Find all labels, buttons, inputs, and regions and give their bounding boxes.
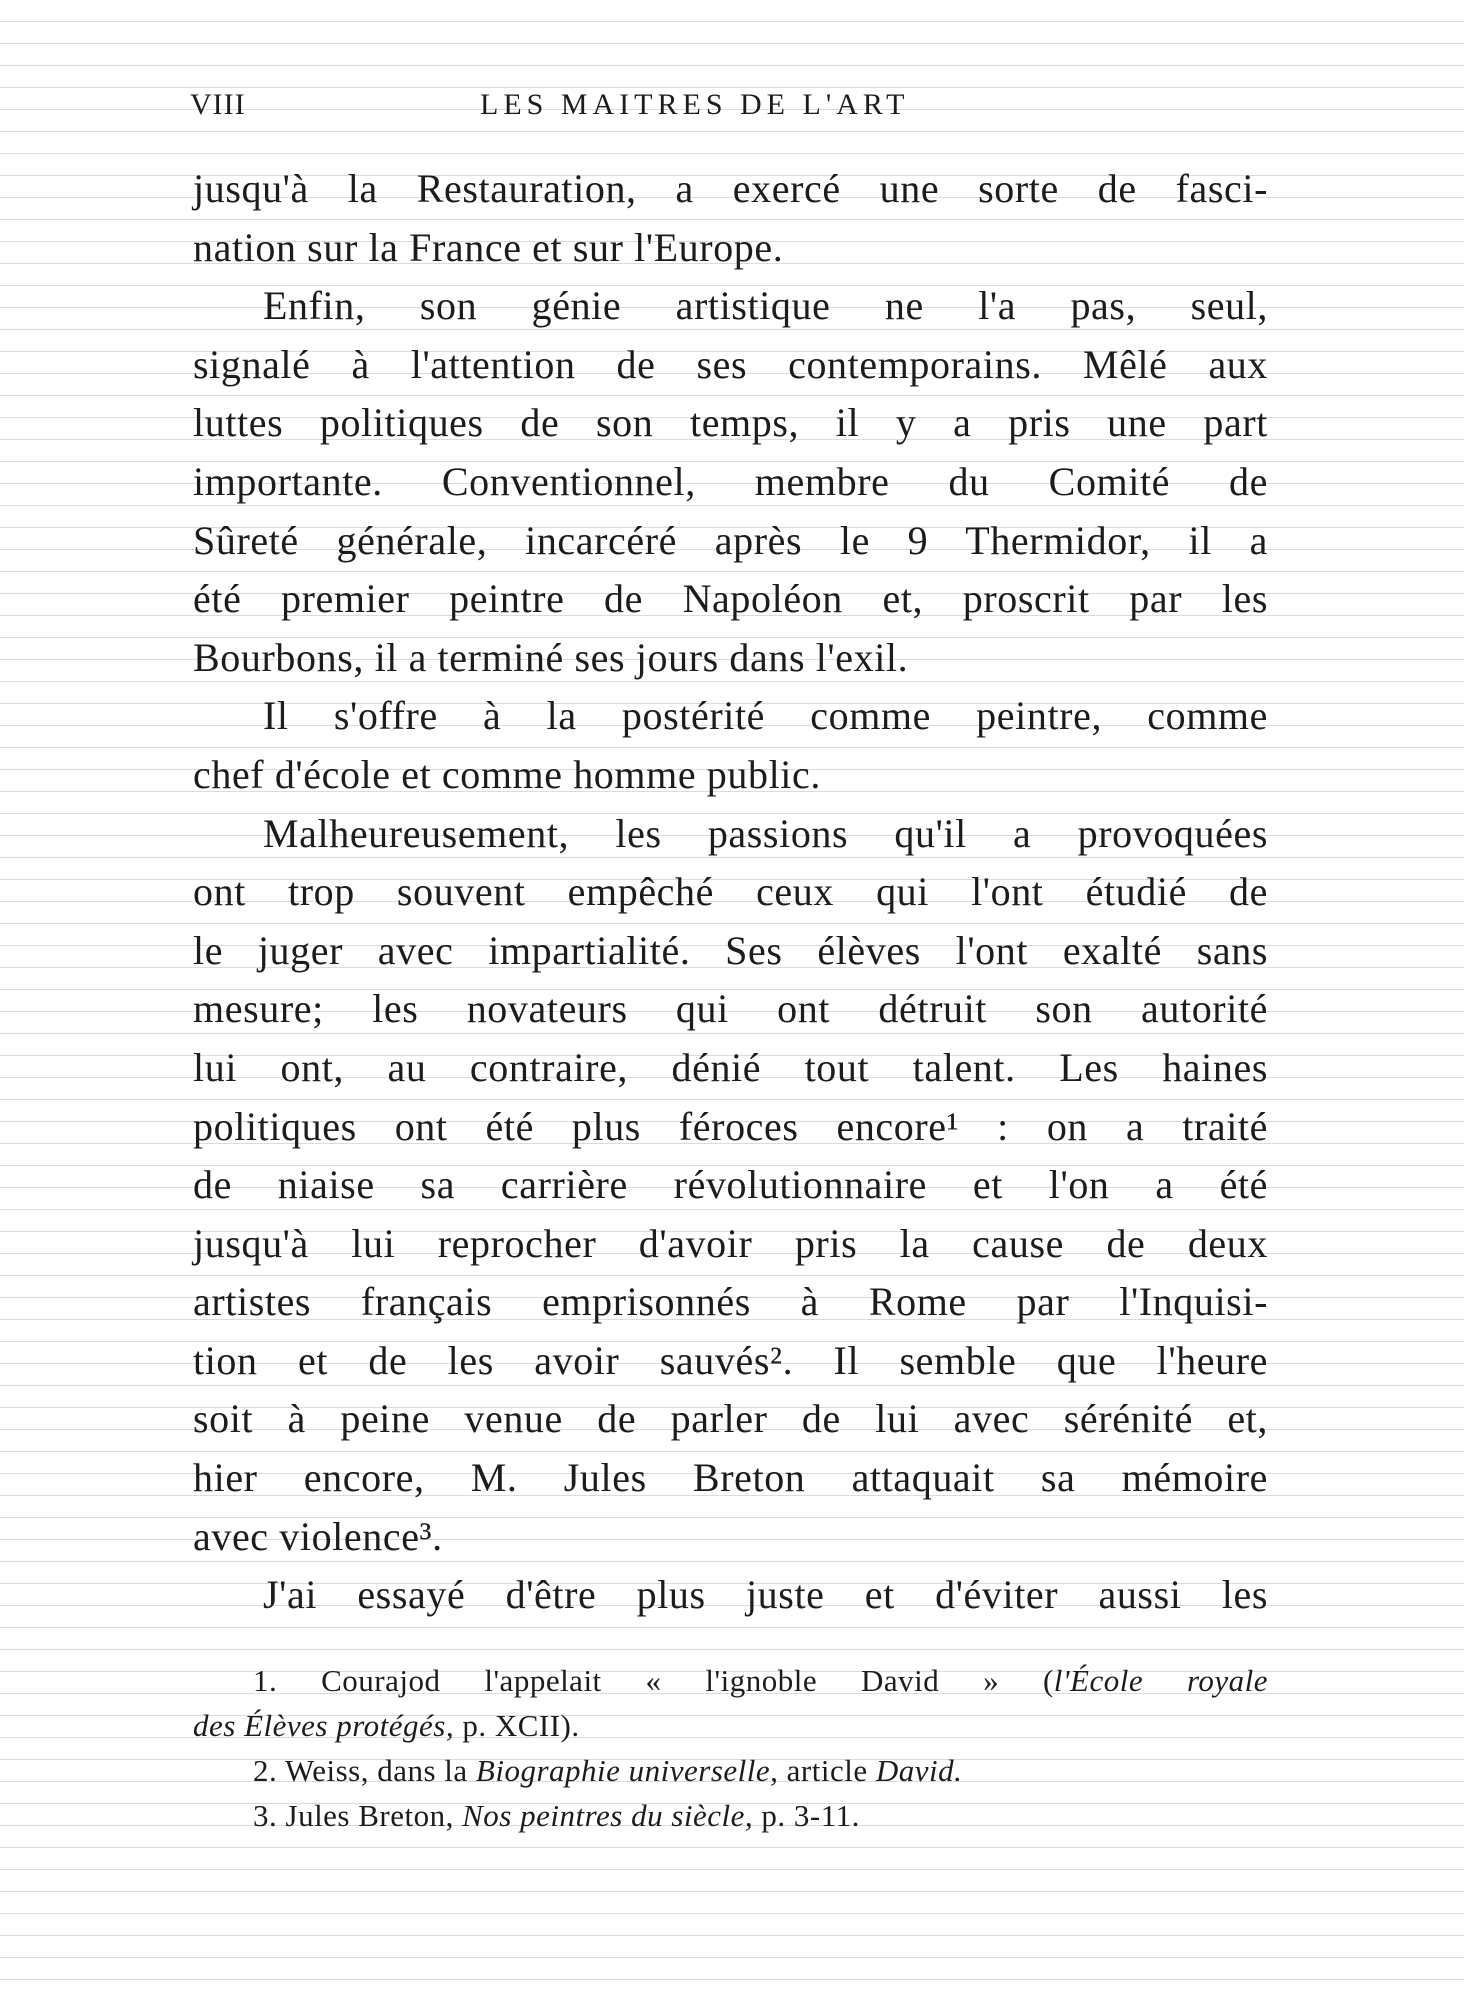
text-line: artistes français emprisonnés à Rome par l'Inquisi- <box>193 1279 1268 1325</box>
text-line: hier encore, M. Jules Breton attaquait sa mémoire <box>193 1455 1268 1501</box>
footnote-title-italic: des Élèves protégés, <box>193 1708 455 1743</box>
text-line: signalé à l'attention de ses contemporains. Mêlé aux <box>193 341 1268 387</box>
footnote-text: 3. Jules Breton, <box>253 1798 463 1833</box>
text-line: mesure; les novateurs qui ont détruit son autorité <box>193 986 1268 1032</box>
footnote-1 <box>193 1658 1268 1703</box>
body-text <box>193 160 1268 1625</box>
text-line: chef d'école et comme homme public. <box>193 751 821 797</box>
text-line: J'ai essayé d'être plus juste et d'éviter aussi les <box>263 1572 1268 1618</box>
text-line: été premier peintre de Napoléon et, proscrit par les <box>193 576 1268 622</box>
text-line: ont trop souvent empêché ceux qui l'ont étudié de <box>193 869 1268 915</box>
running-title: LES MAITRES DE L'ART <box>480 88 910 121</box>
text-line: Malheureusement, les passions qu'il a provoquées <box>263 810 1268 856</box>
text-line: tion et de les avoir sauvés². Il semble que l'heure <box>193 1337 1268 1383</box>
text-line: importante. Conventionnel, membre du Comité de <box>193 458 1268 504</box>
footnote-2 <box>193 1748 1268 1793</box>
running-head <box>190 88 1270 128</box>
footnote-1-continued <box>193 1703 1268 1748</box>
text-line: Bourbons, il a terminé ses jours dans l'exil. <box>193 634 909 680</box>
footnote-text: p. XCII). <box>454 1708 580 1743</box>
page-number: VIII <box>190 88 246 121</box>
footnote-title-italic: Biographie universelle, <box>475 1753 779 1788</box>
footnote-title-italic: David. <box>875 1753 963 1788</box>
footnote-3 <box>193 1793 1268 1838</box>
footnote-text: 2. Weiss, dans la <box>253 1753 476 1788</box>
text-line: nation sur la France et sur l'Europe. <box>193 224 784 270</box>
footnote-text: 1. Courajod l'appelait « l'ignoble David » ( <box>253 1663 1054 1698</box>
footnote-text: article <box>778 1753 876 1788</box>
text-line: lui ont, au contraire, dénié tout talent. Les haines <box>193 1044 1268 1090</box>
text-line: Enfin, son génie artistique ne l'a pas, seul, <box>263 283 1268 329</box>
text-line: luttes politiques de son temps, il y a pris une part <box>193 400 1268 446</box>
text-line: Il s'offre à la postérité comme peintre, comme <box>263 693 1268 739</box>
text-line: jusqu'à la Restauration, a exercé une sorte de fasci- <box>193 166 1268 211</box>
text-line: politiques ont été plus féroces encore¹ : on a traité <box>193 1103 1268 1149</box>
footnotes <box>193 1658 1268 1838</box>
text-line: de niaise sa carrière révolutionnaire et l'on a été <box>193 1162 1268 1208</box>
footnote-text: p. 3-11. <box>753 1798 860 1833</box>
text-line: le juger avec impartialité. Ses élèves l'ont exalté sans <box>193 927 1268 973</box>
text-line: Sûreté générale, incarcéré après le 9 Thermidor, il a <box>193 517 1268 563</box>
footnote-title-italic: Nos peintres du siècle, <box>462 1798 754 1833</box>
text-line: soit à peine venue de parler de lui avec sérénité et, <box>193 1396 1268 1442</box>
footnote-title-italic: l'École royale <box>1053 1663 1269 1698</box>
text-line: avec violence³. <box>193 1513 443 1559</box>
text-line: jusqu'à lui reprocher d'avoir pris la cause de deux <box>193 1220 1268 1266</box>
